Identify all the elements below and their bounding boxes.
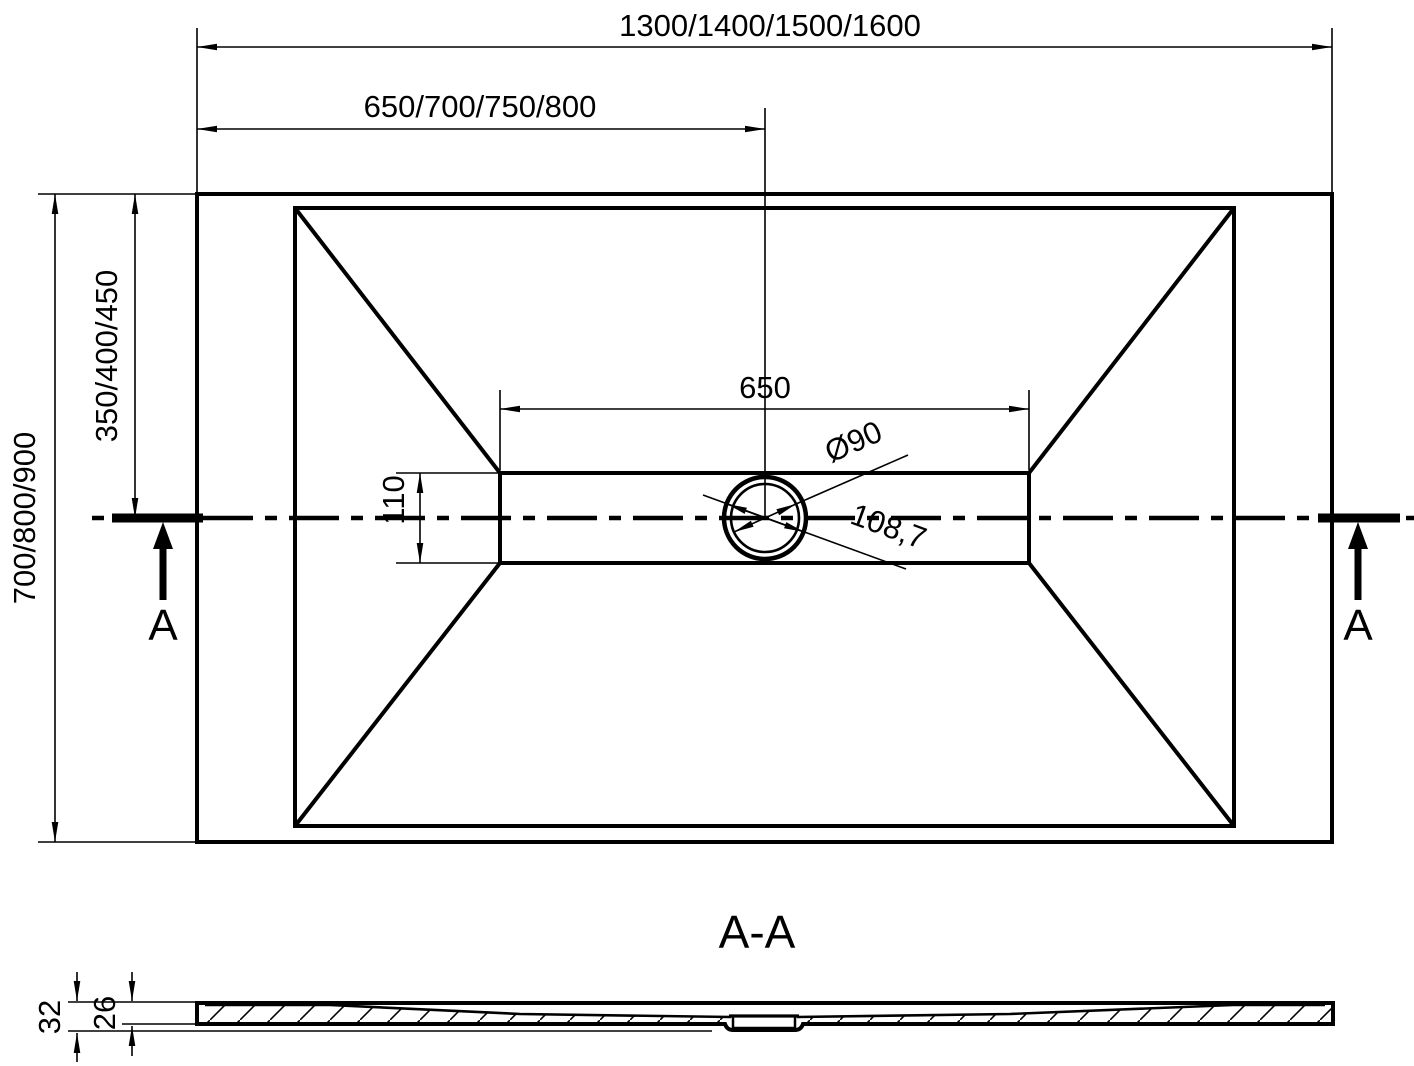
section-hatch-left (199, 1005, 731, 1022)
drain-inner-diameter-label: Ø90 (819, 413, 888, 470)
overall-width-label: 1300/1400/1500/1600 (619, 8, 921, 43)
section-arrow-head-right (1348, 522, 1368, 549)
section-arrow-head-left (153, 522, 173, 549)
channel-width-label: 110 (376, 475, 411, 525)
slope-diagonal-top-right (1029, 208, 1234, 473)
dim-body-height (87, 972, 200, 1056)
slope-diagonal-bottom-right (1029, 563, 1234, 826)
half-width-label: 650/700/750/800 (363, 89, 597, 124)
section-marker-right-label: A (1343, 601, 1373, 650)
section-hatch-right (797, 1005, 1331, 1022)
top-view (7, 8, 1414, 842)
section-cut-left (112, 518, 203, 650)
channel-length-label: 650 (739, 370, 791, 405)
section-view (32, 906, 1333, 1062)
body-height-label: 26 (87, 995, 122, 1031)
drain-inner-diameter-leader (796, 455, 908, 504)
section-drain-slot (733, 1016, 795, 1028)
dim-half-width (197, 89, 765, 129)
slope-diagonal-top-left (295, 208, 500, 473)
dim-half-depth (89, 194, 135, 518)
drain-outer-diameter-label: 108,7 (846, 496, 932, 557)
section-title: A-A (718, 906, 796, 958)
slope-diagonal-bottom-left (295, 563, 500, 826)
total-height-label: 32 (32, 999, 67, 1035)
overall-depth-label: 700/800/900 (7, 431, 42, 605)
drain (703, 414, 931, 569)
section-marker-left-label: A (148, 601, 178, 650)
half-depth-label: 350/400/450 (89, 269, 124, 443)
